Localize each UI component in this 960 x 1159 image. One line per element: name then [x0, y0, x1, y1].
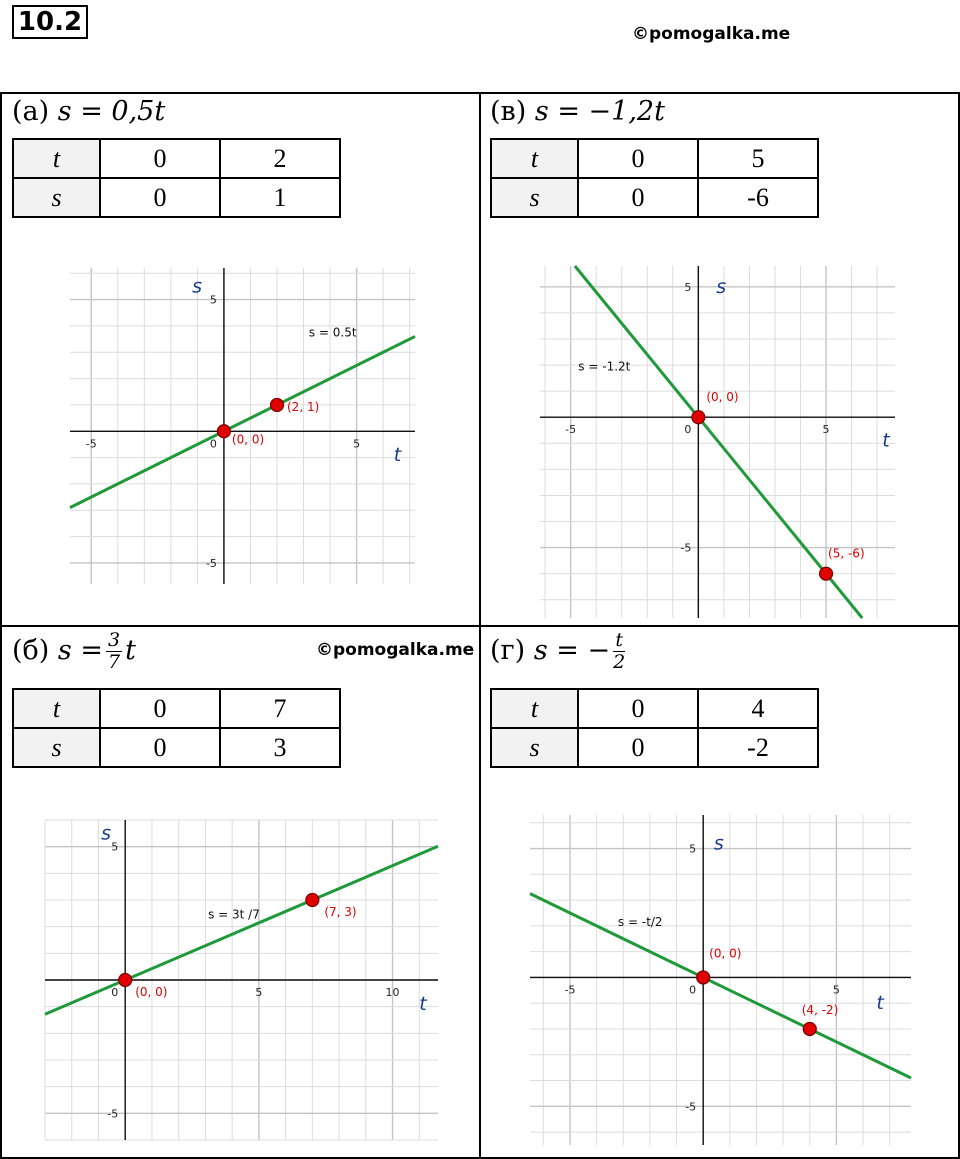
point-label: (0, 0): [231, 432, 265, 447]
panel-v-title: [490, 96, 665, 127]
table-row: [491, 728, 818, 767]
tick-label: 5: [684, 280, 692, 294]
panel-g-fraction: [613, 630, 625, 673]
table-cell: -2: [698, 728, 818, 767]
tick-label: 5: [111, 840, 119, 854]
table-header-s: s: [13, 728, 100, 767]
panel-a-title: [12, 96, 165, 127]
table-header-t: t: [491, 139, 578, 178]
table-row: [13, 689, 340, 728]
table-header-s: s: [491, 178, 578, 217]
table-row: [491, 689, 818, 728]
table-header-t: t: [13, 689, 100, 728]
function-line: [575, 266, 862, 618]
x-axis-label: t: [876, 992, 884, 1015]
data-point: [803, 1022, 816, 1035]
point-label: (0, 0): [706, 390, 739, 405]
table-row: [13, 178, 340, 217]
fraction-numerator: 3: [107, 629, 121, 651]
table-cell: 0: [100, 139, 220, 178]
tick-label: 0: [209, 437, 217, 451]
panel-v-label: (в): [490, 96, 527, 127]
table-header-s: s: [491, 728, 578, 767]
tick-label: 0: [689, 983, 697, 997]
tick-label: -5: [565, 423, 577, 437]
y-axis-label: s: [192, 275, 202, 298]
point-label: (5, -6): [828, 546, 865, 561]
panel-g-label: (г): [490, 635, 526, 666]
panel-b-fraction: [106, 630, 122, 673]
table-header-t: t: [491, 689, 578, 728]
panel-v-value-table: [490, 138, 819, 218]
y-axis-label: s: [716, 275, 727, 298]
tick-label: -5: [107, 1107, 119, 1121]
panel-divider-horizontal: [0, 625, 960, 627]
tick-label: -5: [205, 556, 217, 570]
tick-label: 5: [832, 983, 840, 997]
fraction-denominator: 7: [107, 651, 121, 673]
panel-a-label: (а): [12, 96, 50, 127]
point-label: (7, 3): [324, 905, 357, 919]
tick-label: 5: [255, 986, 263, 999]
table-row: [491, 139, 818, 178]
panel-b-equation-prefix: s =: [57, 635, 103, 666]
watermark-top: ©pomogalka.me: [632, 24, 791, 44]
line-label: s = 3t /7: [208, 907, 260, 922]
y-axis-label: s: [101, 822, 112, 845]
data-point: [217, 425, 230, 438]
panel-g-title: [490, 630, 628, 673]
line-label: s = -t/2: [617, 914, 663, 929]
panel-b-graph: [45, 820, 438, 1140]
function-line: [70, 336, 415, 507]
tick-label: 5: [822, 423, 830, 437]
function-line: [530, 894, 911, 1078]
tick-label: -5: [680, 541, 692, 555]
panel-g-equation-prefix: s = −: [533, 635, 611, 666]
data-point: [697, 971, 710, 984]
panel-a-graph: [70, 268, 415, 584]
tick-label: -5: [685, 1100, 697, 1114]
problem-number-badge: 10.2: [12, 5, 88, 39]
x-axis-label: t: [393, 443, 402, 466]
table-cell: 0: [100, 728, 220, 767]
panel-v-graph: [540, 266, 895, 618]
panel-a-equation: s = 0,5t: [57, 96, 166, 127]
table-cell: 5: [698, 139, 818, 178]
panel-g-graph: [530, 815, 911, 1145]
data-point: [306, 894, 319, 907]
panel-b-value-table: [12, 688, 341, 768]
point-label: (0, 0): [135, 985, 168, 999]
tick-label: -5: [85, 437, 97, 451]
table-cell: -6: [698, 178, 818, 217]
fraction-denominator: 2: [613, 651, 626, 673]
table-row: [13, 728, 340, 767]
table-cell: 1: [220, 178, 340, 217]
panel-b-title: [12, 630, 136, 673]
table-cell: 7: [220, 689, 340, 728]
table-row: [13, 139, 340, 178]
function-line: [45, 846, 438, 1014]
x-axis-label: t: [419, 993, 427, 1015]
panel-v-equation: s = −1,2t: [534, 96, 665, 127]
tick-label: 5: [353, 437, 361, 451]
table-cell: 0: [100, 689, 220, 728]
tick-label: 5: [209, 293, 217, 307]
tick-label: -5: [564, 983, 576, 997]
point-label: (0, 0): [709, 946, 742, 961]
x-axis-label: t: [882, 429, 890, 452]
fraction-numerator: t: [613, 630, 625, 652]
table-cell: 2: [220, 139, 340, 178]
y-axis-label: s: [713, 832, 724, 855]
panel-b-equation-suffix: t: [125, 635, 136, 666]
line-label: s = -1.2t: [578, 359, 631, 374]
table-header-t: t: [13, 139, 100, 178]
table-cell: 3: [220, 728, 340, 767]
table-cell: 0: [100, 178, 220, 217]
table-cell: 4: [698, 689, 818, 728]
table-cell: 0: [578, 178, 698, 217]
tick-label: 0: [111, 986, 119, 999]
table-cell: 0: [578, 139, 698, 178]
point-label: (2, 1): [287, 399, 320, 414]
tick-label: 0: [684, 423, 692, 437]
watermark-middle: ©pomogalka.me: [316, 640, 475, 660]
panel-g-value-table: [490, 688, 819, 768]
data-point: [692, 411, 705, 424]
data-point: [119, 974, 132, 987]
data-point: [271, 398, 284, 411]
table-row: [491, 178, 818, 217]
point-label: (4, -2): [801, 1002, 839, 1017]
tick-label: 10: [385, 986, 400, 999]
panel-a-value-table: [12, 138, 341, 218]
table-header-s: s: [13, 178, 100, 217]
tick-label: 5: [689, 842, 697, 856]
panel-b-label: (б): [12, 635, 50, 666]
table-cell: 0: [578, 728, 698, 767]
data-point: [820, 567, 833, 580]
line-label: s = 0.5t: [308, 325, 357, 340]
table-cell: 0: [578, 689, 698, 728]
